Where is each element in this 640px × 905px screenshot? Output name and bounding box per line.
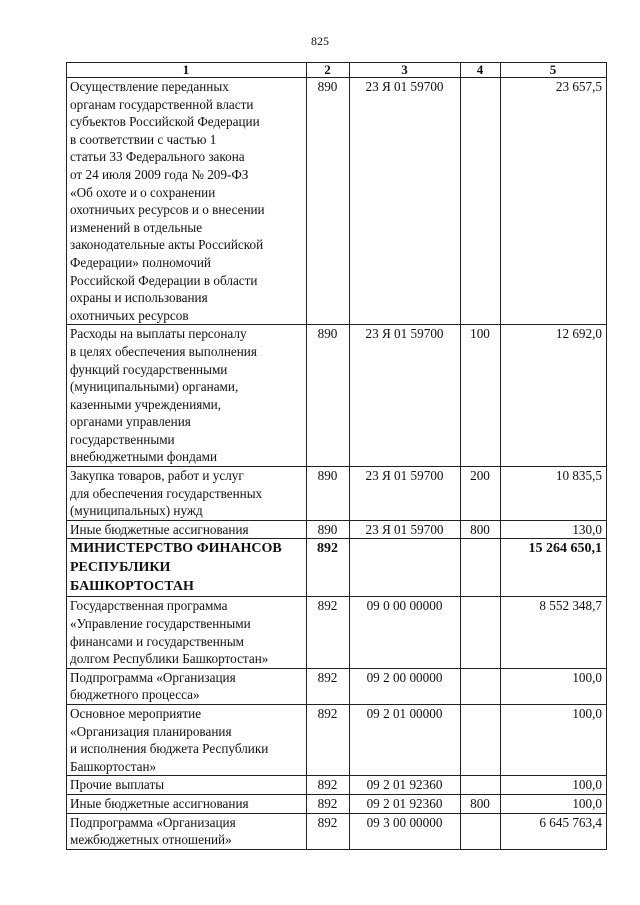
row-department-code: 890 — [307, 325, 350, 467]
table-row — [67, 325, 607, 467]
row-name: Подпрограмма «Организация межбюджетных отношений» — [67, 813, 307, 849]
row-amount: 15 264 650,1 — [501, 539, 607, 597]
row-amount: 100,0 — [501, 705, 607, 776]
row-target-item-code — [350, 539, 461, 597]
table-body — [67, 78, 607, 850]
row-name: Прочие выплаты — [67, 776, 307, 795]
table-row — [67, 794, 607, 813]
row-name: Основное мероприятие «Организация планирования и исполнения бюджета Республики Башкортостан» — [67, 705, 307, 776]
table-row — [67, 813, 607, 849]
row-department-code: 892 — [307, 813, 350, 849]
table-row — [67, 467, 607, 521]
row-expense-type-code — [461, 597, 501, 668]
table-row — [67, 520, 607, 539]
table-row — [67, 668, 607, 704]
row-expense-type-code: 200 — [461, 467, 501, 521]
row-expense-type-code — [461, 776, 501, 795]
row-target-item-code: 23 Я 01 59700 — [350, 78, 461, 325]
row-expense-type-code — [461, 813, 501, 849]
page-number: 825 — [311, 34, 329, 48]
budget-table — [66, 62, 607, 850]
row-target-item-code: 23 Я 01 59700 — [350, 520, 461, 539]
row-amount: 100,0 — [501, 794, 607, 813]
header-col-3: 3 — [350, 63, 461, 78]
row-department-code: 892 — [307, 597, 350, 668]
row-target-item-code: 09 2 01 00000 — [350, 705, 461, 776]
table-row — [67, 776, 607, 795]
row-target-item-code: 23 Я 01 59700 — [350, 325, 461, 467]
row-name: Осуществление переданных органам государственной власти субъектов Российской Федерации в соответствии с частью 1 статьи 33 Федерального закона от 24 июля 2009 года № 209-ФЗ «Об охоте и о сохранении охотничьих ресурсов и о внесении изменений в отдельные законодательные акты Российской Федерации» полномочий Российской Федерации в области охраны и использования охотничьих ресурсов — [67, 78, 307, 325]
row-department-code: 892 — [307, 705, 350, 776]
header-col-2: 2 — [307, 63, 350, 78]
row-name: Подпрограмма «Организация бюджетного процесса» — [67, 668, 307, 704]
row-department-code: 892 — [307, 539, 350, 597]
row-expense-type-code: 800 — [461, 794, 501, 813]
table-row — [67, 78, 607, 325]
row-name: Государственная программа «Управление государственными финансами и государственным долгом Республики Башкортостан» — [67, 597, 307, 668]
header-row — [67, 63, 607, 78]
row-amount: 6 645 763,4 — [501, 813, 607, 849]
row-department-code: 892 — [307, 794, 350, 813]
row-target-item-code: 09 3 00 00000 — [350, 813, 461, 849]
table-row — [67, 597, 607, 668]
row-name: Закупка товаров, работ и услуг для обеспечения государственных (муниципальных) нужд — [67, 467, 307, 521]
header-col-1: 1 — [67, 63, 307, 78]
row-amount: 100,0 — [501, 668, 607, 704]
table-row — [67, 705, 607, 776]
row-amount: 100,0 — [501, 776, 607, 795]
row-department-code: 890 — [307, 78, 350, 325]
row-target-item-code: 09 2 00 00000 — [350, 668, 461, 704]
row-expense-type-code — [461, 539, 501, 597]
row-department-code: 892 — [307, 668, 350, 704]
row-expense-type-code: 100 — [461, 325, 501, 467]
row-target-item-code: 09 0 00 00000 — [350, 597, 461, 668]
row-department-code: 890 — [307, 520, 350, 539]
row-expense-type-code — [461, 78, 501, 325]
row-target-item-code: 09 2 01 92360 — [350, 794, 461, 813]
row-amount: 130,0 — [501, 520, 607, 539]
row-amount: 12 692,0 — [501, 325, 607, 467]
row-expense-type-code — [461, 705, 501, 776]
row-amount: 10 835,5 — [501, 467, 607, 521]
row-expense-type-code — [461, 668, 501, 704]
row-name: Расходы на выплаты персоналу в целях обеспечения выполнения функций государственными (муниципальными) органами, казенными учреждениями, органами управления государственными внебюджетными фондами — [67, 325, 307, 467]
row-department-code: 890 — [307, 467, 350, 521]
row-target-item-code: 09 2 01 92360 — [350, 776, 461, 795]
row-target-item-code: 23 Я 01 59700 — [350, 467, 461, 521]
row-expense-type-code: 800 — [461, 520, 501, 539]
header-col-4: 4 — [461, 63, 501, 78]
row-name: Иные бюджетные ассигнования — [67, 520, 307, 539]
row-name: МИНИСТЕРСТВО ФИНАНСОВ РЕСПУБЛИКИ БАШКОРТОСТАН — [67, 539, 307, 597]
row-amount: 8 552 348,7 — [501, 597, 607, 668]
header-col-5: 5 — [501, 63, 607, 78]
row-department-code: 892 — [307, 776, 350, 795]
row-name: Иные бюджетные ассигнования — [67, 794, 307, 813]
row-amount: 23 657,5 — [501, 78, 607, 325]
table-row — [67, 539, 607, 597]
